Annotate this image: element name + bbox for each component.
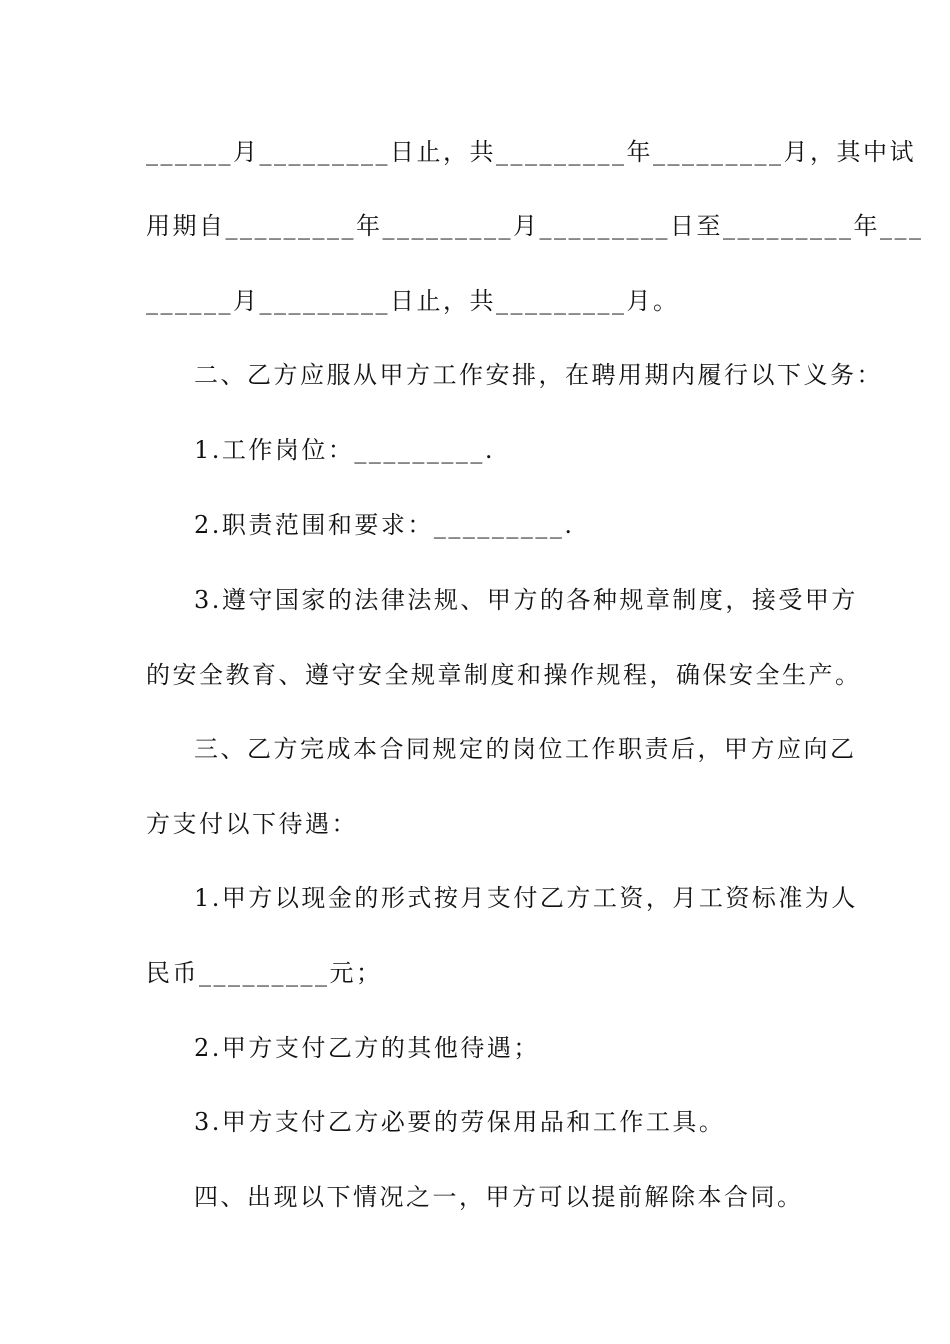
text-line-compensation-cont: 方支付以下待遇：	[146, 810, 358, 838]
text-line-probation-end: ______月_________日止，共_________月。	[146, 287, 680, 315]
text-line-equipment: 3.甲方支付乙方必要的劳保用品和工作工具。	[194, 1108, 726, 1136]
text-line-compliance-cont: 的安全教育、遵守安全规章制度和操作规程，确保安全生产。	[146, 661, 862, 689]
section-heading-termination: 四、出现以下情况之一，甲方可以提前解除本合同。	[194, 1183, 804, 1211]
text-line-salary: 1.甲方以现金的形式按月支付乙方工资，月工资标准为人	[194, 884, 858, 912]
text-line-other-benefits: 2.甲方支付乙方的其他待遇；	[194, 1034, 540, 1062]
text-line-job-position: 1.工作岗位：_________.	[194, 436, 496, 464]
text-line-probation-start: 用期自_________年_________月_________日至_________年___	[146, 212, 924, 240]
section-heading-compensation: 三、乙方完成本合同规定的岗位工作职责后，甲方应向乙	[194, 735, 857, 763]
text-line-term-end: ______月_________日止，共_________年_________月，其中试	[146, 138, 916, 166]
section-heading-obligations: 二、乙方应服从甲方工作安排，在聘用期内履行以下义务：	[194, 361, 883, 389]
text-line-compliance: 3.遵守国家的法律法规、甲方的各种规章制度，接受甲方	[194, 586, 858, 614]
text-line-duties: 2.职责范围和要求：_________.	[194, 511, 575, 539]
text-line-salary-cont: 民币_________元；	[146, 959, 383, 987]
